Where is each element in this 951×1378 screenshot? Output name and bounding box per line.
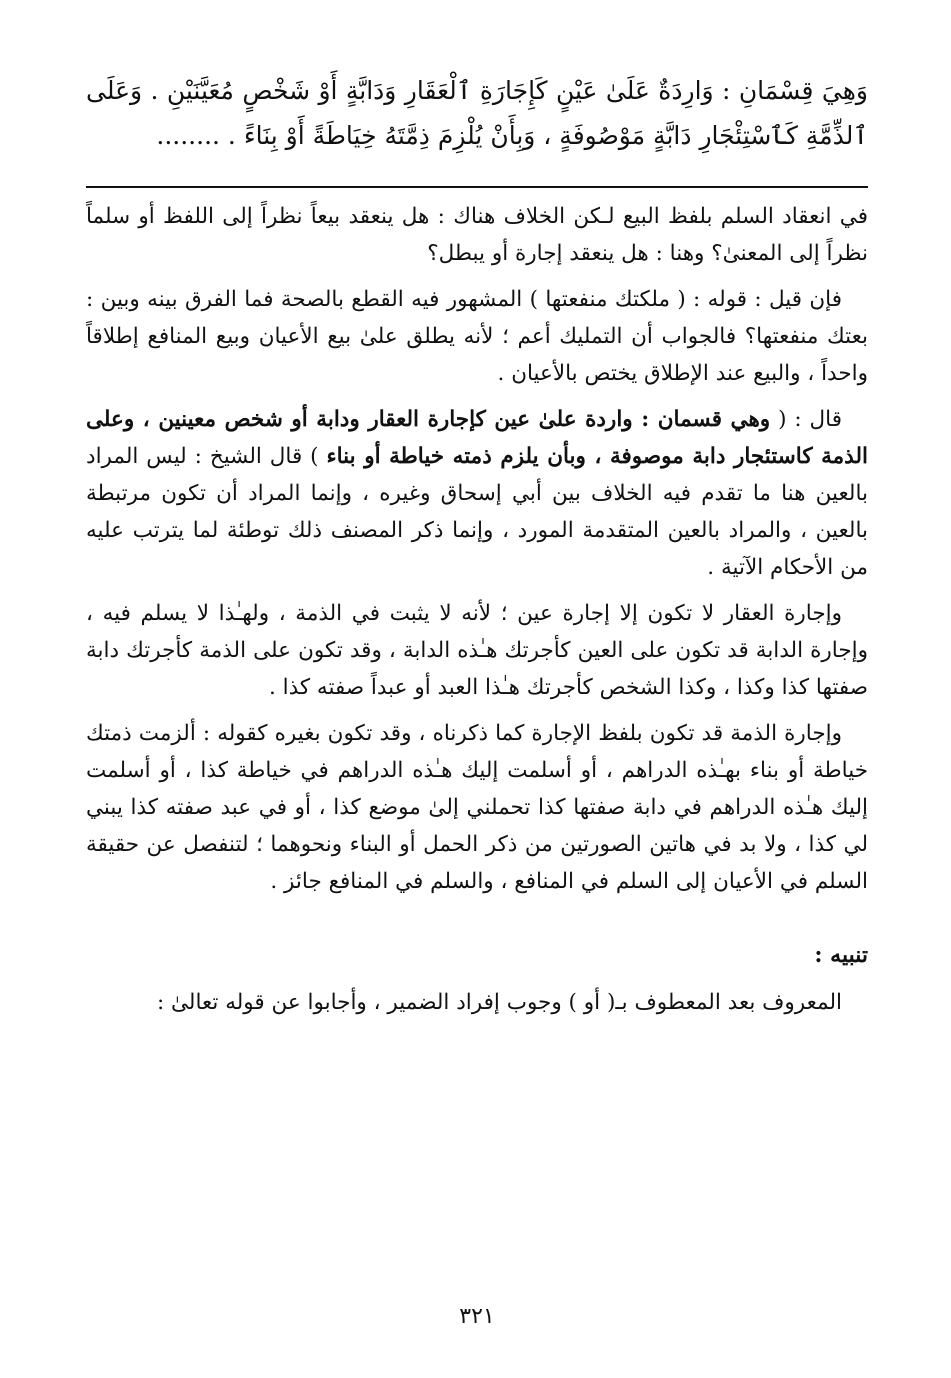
commentary-paragraph-5: وإجارة الذمة قد تكون بلفظ الإجارة كما ذكرناه ، وقد تكون بغيره كقوله : ألزمت ذمتك خياطة أو بناء بهـٰذه الدراهم ، أو أسلمت إليك هـٰذه الدراهم في خياطة كذا ، أو أسلمت إليك هـٰذه الدراهم في دابة صفتها كذا تحملني إلىٰ موضع كذا ، أو في عبد صفته كذا يبني لي كذا ، ولا بد في هاتين الصورتين من ذكر الحمل أو البناء ونحوهما ؛ لتنفصل عن حقيقة السلم في الأعيان إلى السلم في المنافع ، والسلم في المنافع جائز . (86, 721, 868, 894)
commentary-paragraph-3-rest: ) قال الشيخ : ليس المراد بالعين هنا ما تقدم فيه الخلاف بين أبي إسحاق وغيره ، وإنما المراد أن تكون مرتبطة بالعين ، والمراد بالعين المتقدمة المورد ، وإنما ذكر المصنف ذلك توطئة لما يترتب عليه من الأحكام الآتية . (86, 444, 868, 580)
separator-rule (86, 186, 868, 188)
commentary-paragraph-2: فإن قيل : قوله : ( ملكتك منفعتها ) المشهور فيه القطع بالصحة فما الفرق بينه وبين : بعتك منفعتها؟ فالجواب أن التمليك أعم ؛ لأنه يطلق علىٰ بيع الأعيان وبيع المنافع إطلاقاً واحداً ، والبيع عند الإطلاق يختص بالأعيان . (86, 287, 868, 386)
page-number: ٣٢١ (459, 1304, 495, 1329)
quoted-matn: وهي قسمان : واردة علىٰ عين كإجارة العقار ودابة أو شخص معينين ، وعلى الذمة كاستئجار دابة موصوفة ، وبأن يلزم ذمته خياطة أو بناء (86, 407, 868, 469)
commentary (86, 198, 868, 900)
book-page (86, 56, 868, 1346)
matn-body: وَهِيَ قِسْمَانِ : وَارِدَةٌ عَلَىٰ عَيْنٍ كَإِجَارَةِ ٱلْعَقَارِ وَدَابَّةٍ أَوْ شَخْصٍ مُعَيَّنَيْنِ . وَعَلَى ٱلذِّمَّةِ كَٱسْتِئْجَارِ دَابَّةٍ مَوْصُوفَةٍ ، وَبِأَنْ يُلْزِمَ ذِمَّتَهُ خِيَاطَةً أَوْ بِنَاءً . (86, 76, 868, 150)
commentary-paragraph-4: وإجارة العقار لا تكون إلا إجارة عين ؛ لأنه لا يثبت في الذمة ، ولهـٰذا لا يسلم فيه ، وإجارة الدابة قد تكون على العين كأجرتك هـٰذه الدابة ، وقد تكون على الذمة كأجرتك دابة صفتها كذا وكذا ، وكذا الشخص كأجرتك هـٰذا العبد أو عبداً صفته كذا . (86, 601, 868, 700)
commentary-paragraph-3 (86, 401, 868, 586)
tanbih-heading: تنبيه : (814, 942, 868, 968)
commentary-paragraph-1: في انعقاد السلم بلفظ البيع لـكن الخلاف هناك : هل ينعقد بيعاً نظراً إلى اللفظ أو سلماً نظراً إلى المعنىٰ؟ وهنا : هل ينعقد إجارة أو يبطل؟ (86, 204, 868, 266)
quote-intro: قال : ( (770, 407, 842, 432)
tanbih-section (86, 984, 868, 1021)
tanbih-text: المعروف بعد المعطوف بـ( أو ) وجوب إفراد الضمير ، وأجابوا عن قوله تعالىٰ : (156, 990, 842, 1015)
matn-text (86, 68, 868, 158)
matn-dots: ........ (156, 121, 220, 150)
